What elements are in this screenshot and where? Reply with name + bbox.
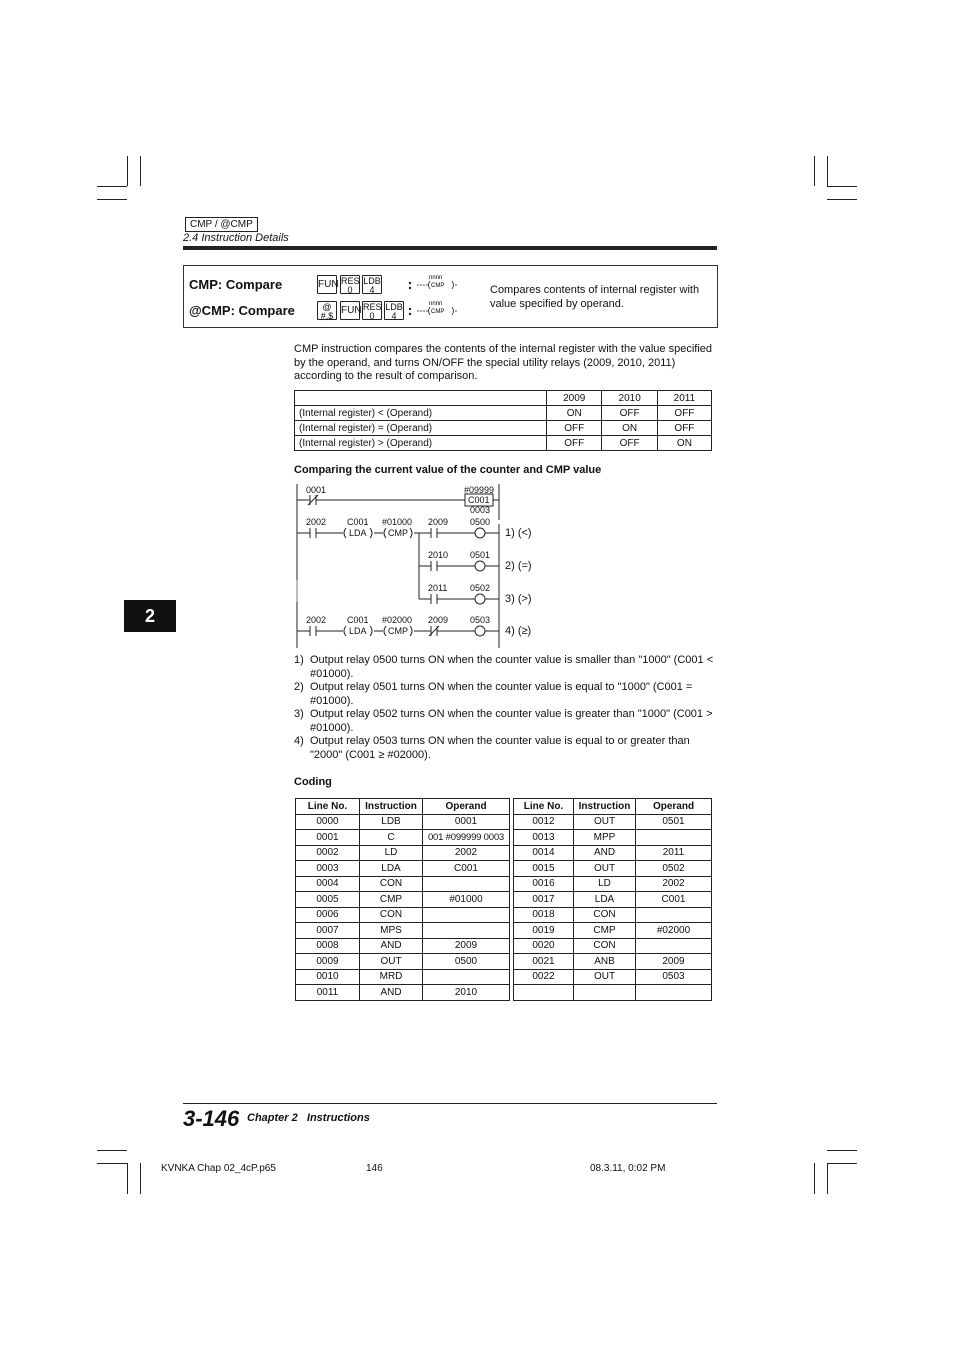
table-header: Operand [636,799,712,815]
table-cell: 0008 [296,938,360,954]
table-cell: AND [574,845,636,861]
table-cell: 0015 [514,861,574,877]
table-cell: LD [574,876,636,892]
coil-label: 0501 [470,550,491,560]
table-cell: AND [360,938,423,954]
mini-operand: nnnn [429,275,443,281]
table-cell [423,923,510,939]
counter-label: C001 [468,495,490,505]
table-row [295,421,712,436]
relay-label: 2009 [428,615,449,625]
footer-chapter: Chapter 2 Instructions [247,1112,370,1124]
table-cell [574,985,636,1001]
table-cell: C001 [423,861,510,877]
table-row [296,892,712,908]
fun-key: FUN [317,275,337,294]
instruction-title-atcmp: @CMP: Compare [189,303,295,318]
table-cell: CON [360,907,423,923]
table-cell: CMP [574,923,636,939]
relay-label: 2009 [428,517,449,527]
table-cell: 2011 [636,845,712,861]
table-row [296,923,712,939]
note-number: 4) [294,735,304,747]
crop-mark [140,1163,141,1194]
lda-label: LDA [349,528,367,538]
lda-operand: C001 [347,517,369,527]
counter-reset: 0003 [470,505,491,515]
table-header: 2011 [657,391,711,406]
crop-mark [97,1150,127,1151]
crop-mark [827,186,857,187]
table-cell [295,391,547,406]
table-cell: 0001 [423,814,510,830]
res-key: RES 0 [341,276,360,295]
list-item [294,708,718,735]
header-section: 2.4 Instruction Details [183,232,289,244]
table-cell: 0010 [296,969,360,985]
table-row [296,845,712,861]
coding-table [295,798,712,1001]
lda-label: LDA [349,626,367,636]
slug-page: 146 [366,1163,383,1174]
table-row [296,938,712,954]
table-row [296,876,712,892]
counter-preset: #09999 [464,485,495,495]
table-cell: #02000 [636,923,712,939]
table-cell: OFF [657,406,711,421]
crop-mark [127,156,128,186]
table-cell: 0021 [514,954,574,970]
header-tag: CMP / @CMP [185,217,258,232]
table-cell: C [360,830,423,846]
table-cell: 0004 [296,876,360,892]
branch-label: 2) (=) [505,560,532,572]
table-cell: OFF [602,436,657,451]
list-item [294,654,718,681]
slug-file: KVNKA Chap 02_4cP.p65 [161,1163,276,1174]
notes-list [294,654,718,762]
crop-mark [97,1163,127,1164]
table-cell [423,969,510,985]
branch-label: 1) (<) [505,527,532,539]
table-cell [636,830,712,846]
ladder-diagram [290,480,550,650]
crop-mark [827,199,857,200]
relay-state-table [294,390,712,451]
table-cell [423,907,510,923]
table-cell: 0007 [296,923,360,939]
table-cell: 0017 [514,892,574,908]
table-row [296,907,712,923]
page-number: 3-146 [183,1106,240,1131]
table-cell: 0009 [296,954,360,970]
crop-mark [814,156,815,186]
table-cell: CON [360,876,423,892]
table-row [296,814,712,830]
table-cell: OUT [574,814,636,830]
coding-heading: Coding [294,776,332,788]
crop-mark [827,1163,857,1164]
table-cell: OFF [602,406,657,421]
intro-paragraph: CMP instruction compares the contents of the internal register with the value specified by the operand, and turns ON/OFF the special utility relays (2009, 2010, 2011) according to the result of comparison. [294,343,713,382]
table-cell: CON [574,907,636,923]
table-cell: MPP [574,830,636,846]
table-cell: 2009 [423,938,510,954]
table-cell: 0000 [296,814,360,830]
table-cell: ON [602,421,657,436]
note-number: 2) [294,681,304,693]
table-cell: 0002 [296,845,360,861]
table-cell: C001 [636,892,712,908]
table-cell: 0022 [514,969,574,985]
ldb-key: LDB 4 [385,302,403,321]
note-number: 3) [294,708,304,720]
table-cell: OUT [360,954,423,970]
table-cell [636,985,712,1001]
table-cell: 0003 [296,861,360,877]
note-text: Output relay 0503 turns ON when the counter value is equal to or greater than "2000" (C001 ≥ #02000). [310,735,690,761]
chapter-tab: 2 [124,600,176,632]
table-cell: 0500 [423,954,510,970]
table-cell: 0013 [514,830,574,846]
table-cell: OFF [547,436,602,451]
cmp-mini-symbol [405,272,465,322]
crop-mark [827,156,828,186]
res-key: RES 0 [363,302,382,321]
table-row [295,406,712,421]
table-cell: 2002 [636,876,712,892]
table-header: 2009 [547,391,602,406]
table-cell: 0503 [636,969,712,985]
coil-label: 0500 [470,517,491,527]
cmp-label: CMP [388,528,408,538]
table-cell: 0011 [296,985,360,1001]
table-cell: LDB [360,814,423,830]
contact-label: 0001 [306,485,327,495]
table-header: Line No. [514,799,574,815]
table-cell: LDA [574,892,636,908]
crop-mark [814,1163,815,1194]
table-cell: 0018 [514,907,574,923]
table-header: Line No. [296,799,360,815]
crop-mark [827,1150,857,1151]
table-row [296,861,712,877]
crop-mark [127,1163,128,1194]
table-cell: OUT [574,969,636,985]
table-cell: 0501 [636,814,712,830]
table-cell: LD [360,845,423,861]
table-cell: CMP [360,892,423,908]
crop-mark [97,186,127,187]
mini-label: CMP [431,283,445,289]
lda-operand: C001 [347,615,369,625]
note-text: Output relay 0500 turns ON when the counter value is smaller than "1000" (C001 < #01000). [310,654,714,680]
table-cell [423,876,510,892]
branch-label: 4) (≥) [505,625,532,637]
relay-label: 2010 [428,550,449,560]
table-header: Operand [423,799,510,815]
table-cell: #01000 [423,892,510,908]
table-cell: CON [574,938,636,954]
cmp-operand: #01000 [382,517,413,527]
table-cell: LDA [360,861,423,877]
table-cell: 0005 [296,892,360,908]
note-number: 1) [294,654,304,666]
crop-mark [140,156,141,186]
table-cell: 0019 [514,923,574,939]
coil-label: 0502 [470,583,491,593]
table-cell [636,907,712,923]
table-row [296,969,712,985]
table-cell: ON [657,436,711,451]
table-row [296,830,712,846]
contact-label: 2002 [306,517,327,527]
header-rule [183,246,717,250]
table-cell: 0502 [636,861,712,877]
list-item [294,681,718,708]
instruction-title-cmp: CMP: Compare [189,277,283,292]
slug-date: 08.3.11, 0:02 PM [590,1163,666,1174]
mini-label: CMP [431,309,445,315]
table-cell: MRD [360,969,423,985]
cmp-operand: #02000 [382,615,413,625]
table-cell: 001 #099999 0003 [423,830,510,846]
footer-rule [183,1103,717,1104]
crop-mark [97,199,127,200]
fun-key: FUN [340,301,360,320]
table-header: Instruction [574,799,636,815]
table-cell: (Internal register) = (Operand) [295,421,547,436]
table-cell: 0014 [514,845,574,861]
table-cell [514,985,574,1001]
branch-label: 3) (>) [505,593,532,605]
table-cell: OFF [547,421,602,436]
note-text: Output relay 0502 turns ON when the counter value is greater than "1000" (C001 > #01000). [310,708,713,734]
table-cell: 0001 [296,830,360,846]
table-cell: MPS [360,923,423,939]
table-cell: 0012 [514,814,574,830]
relay-label: 2011 [428,583,448,593]
table-row [295,391,712,406]
table-cell: (Internal register) > (Operand) [295,436,547,451]
table-row [296,799,712,815]
table-header: Instruction [360,799,423,815]
table-cell: 2009 [636,954,712,970]
instruction-description: Compares contents of internal register with value specified by operand. [490,284,700,310]
note-text: Output relay 0501 turns ON when the counter value is equal to "1000" (C001 = #01000). [310,681,693,707]
table-cell: ON [547,406,602,421]
table-row [295,436,712,451]
table-cell: 0020 [514,938,574,954]
at-key: @ #,$ [317,301,337,320]
table-cell: 2010 [423,985,510,1001]
list-item [294,735,718,762]
table-cell: (Internal register) < (Operand) [295,406,547,421]
coil-label: 0503 [470,615,491,625]
table-cell: 0016 [514,876,574,892]
cmp-label: CMP [388,626,408,636]
table-header: 2010 [602,391,657,406]
ldb-key: LDB 4 [363,276,381,295]
example-heading: Comparing the current value of the counter and CMP value [294,464,602,476]
mini-operand: nnnn [429,301,443,307]
table-cell: OUT [574,861,636,877]
table-cell [636,938,712,954]
table-cell: OFF [657,421,711,436]
table-cell: 2002 [423,845,510,861]
table-cell: 0006 [296,907,360,923]
table-row [296,954,712,970]
contact-label: 2002 [306,615,327,625]
table-row [296,985,712,1001]
crop-mark [827,1163,828,1194]
table-cell: AND [360,985,423,1001]
table-cell: ANB [574,954,636,970]
